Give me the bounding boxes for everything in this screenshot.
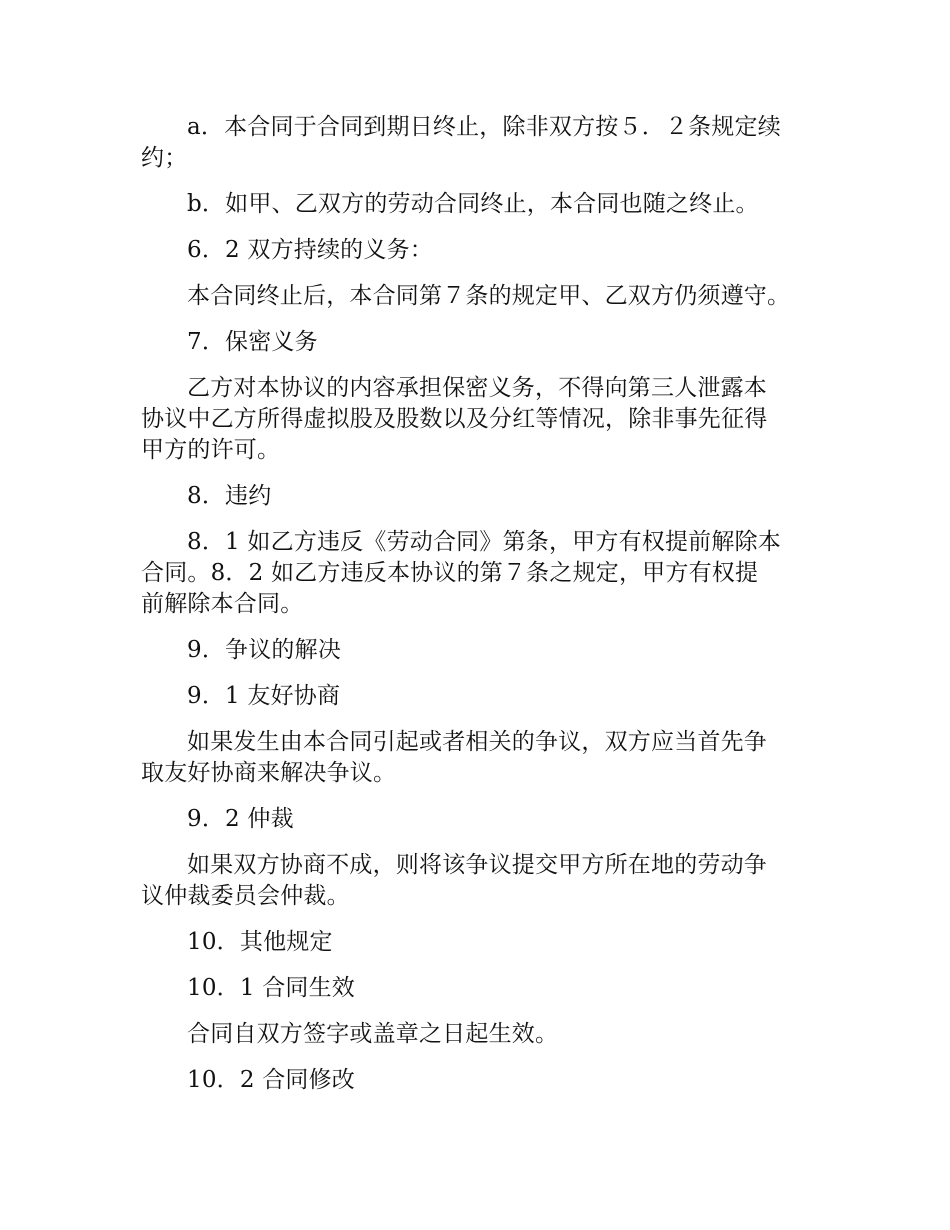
heading-arbitration <box>141 804 813 835</box>
heading-continuing-obligations <box>141 235 813 266</box>
text-line: 6．2 双方持续的义务： <box>187 237 433 263</box>
document-body <box>141 112 813 1111</box>
paragraph-continuing-obligations <box>141 281 813 312</box>
heading-other-provisions <box>141 927 813 958</box>
text-line: 9．争议的解决 <box>187 637 342 663</box>
heading-confidentiality <box>141 327 813 358</box>
text-line: 7．保密义务 <box>187 329 318 355</box>
text-line: 前解除本合同。 <box>141 591 304 617</box>
text-line: 本合同终止后，本合同第７条的规定甲、乙双方仍须遵守。 <box>187 283 791 309</box>
text-line: 8．1 如乙方违反《劳动合同》第条，甲方有权提前解除本 <box>187 529 781 555</box>
text-line: 取友好协商来解决争议。 <box>141 760 397 786</box>
paragraph-confidentiality <box>141 373 813 466</box>
text-line: 议仲裁委员会仲裁。 <box>141 883 350 909</box>
paragraph-arbitration <box>141 850 813 912</box>
text-line: 如果发生由本合同引起或者相关的争议，双方应当首先争 <box>187 729 767 755</box>
text-line: 如果双方协商不成，则将该争议提交甲方所在地的劳动争 <box>187 852 767 878</box>
text-line: b．如甲、乙双方的劳动合同终止，本合同也随之终止。 <box>187 191 759 217</box>
text-line: 9．1 友好协商 <box>187 683 341 709</box>
paragraph-contract-effective <box>141 1019 813 1050</box>
heading-breach <box>141 481 813 512</box>
text-line: 10．其他规定 <box>187 929 333 955</box>
text-line: 9．2 仲裁 <box>187 806 294 832</box>
paragraph-breach <box>141 527 813 620</box>
paragraph-friendly-negotiation <box>141 727 813 789</box>
text-line: 甲方的许可。 <box>141 437 281 463</box>
heading-friendly-negotiation <box>141 681 813 712</box>
text-line: 约； <box>141 145 188 171</box>
text-line: 10．2 合同修改 <box>187 1067 356 1093</box>
text-line: 8．违约 <box>187 483 272 509</box>
text-line: 协议中乙方所得虚拟股及股数以及分红等情况，除非事先征得 <box>141 406 768 432</box>
heading-contract-effective <box>141 973 813 1004</box>
text-line: 合同。8．2 如乙方违反本协议的第７条之规定，甲方有权提 <box>141 560 759 586</box>
text-line: 合同自双方签字或盖章之日起生效。 <box>187 1021 559 1047</box>
heading-dispute-resolution <box>141 635 813 666</box>
paragraph-termination-b <box>141 189 813 220</box>
heading-contract-amendment <box>141 1065 813 1096</box>
text-line: 10．1 合同生效 <box>187 975 356 1001</box>
text-line: 乙方对本协议的内容承担保密义务，不得向第三人泄露本 <box>187 375 767 401</box>
text-line: a．本合同于合同到期日终止，除非双方按５．２条规定续 <box>187 114 781 140</box>
paragraph-termination-a <box>141 112 813 174</box>
